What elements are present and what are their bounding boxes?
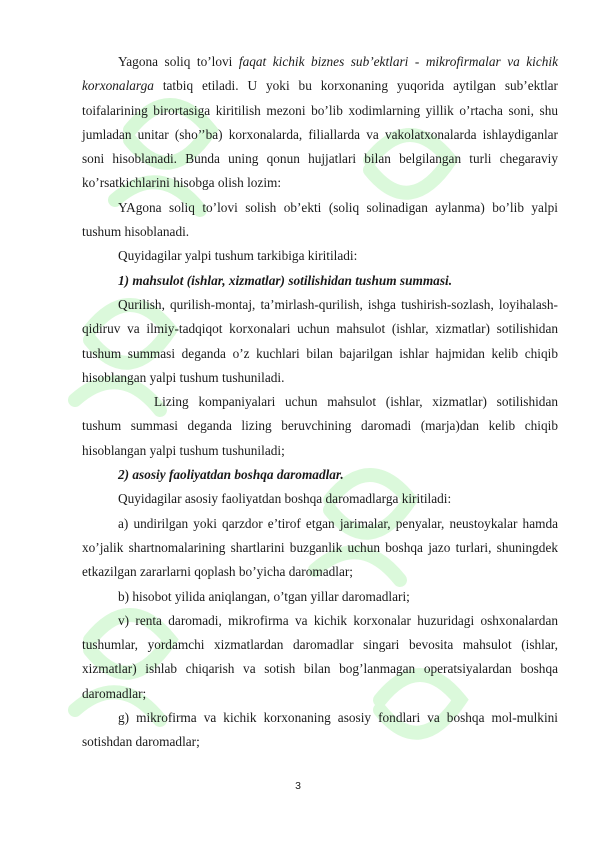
paragraph [82,293,558,390]
paragraph [82,196,558,245]
paragraph [82,487,558,511]
paragraph [82,512,558,585]
document-body [82,50,558,755]
paragraph [82,390,558,463]
paragraph-text: faqat kichik biznes sub’ektlari - mikrofirmalar va kichik korxonalarga [82,54,559,94]
paragraph [82,50,558,196]
page-number: 3 [295,780,301,792]
paragraph-text: Lizing kompaniyalari uchun mahsulot (ishlar, xizmatlar) sotilishidan tushum summasi deganda lizing beruvchining daromadi (marja)dan kelib chiqib hisoblangan yalpi tushum tushuniladi; [82,394,558,458]
paragraph-text: tatbiq etiladi. U yoki bu korxonaning yuqorida aytilgan sub’ektlar toifalarining birortasiga kiritilish mezoni bo’lib xodimlarning yillik o’rtacha soni, shu jumladan unitar (sho’’ba) korxonalarda, filiallarda va vakolatxonalarda ishlaydiganlar soni hisoblanadi. Bunda uning qonun hujjatlari bilan belgilangan turli chegaraviy ko’rsatkichlarini hisobga olish lozim: [82,78,558,191]
paragraph-text: Quyidagilar asosiy faoliyatdan boshqa daromadlarga kiritiladi: [118,491,452,507]
section-heading: 1) mahsulot (ishlar, xizmatlar) sotilishidan tushum summasi. [118,272,453,288]
paragraph-text: a) undirilgan yoki qarzdor e’tirof etgan jarimalar, penyalar, neustoykalar hamda xo’jalik shartnomalarining shartlarini buzganlik uchun boshqa jazo turlari, shuningdek etkazilgan zararlarni qoplash bo’yicha daromadlar; [82,515,558,580]
paragraph [82,585,558,609]
paragraph [82,244,558,268]
paragraph [82,706,558,755]
paragraph-text: v) renta daromadi, mikrofirma va kichik korxonalar huzuridagi oshxonalardan tushumlar, yordamchi xizmatlardan daromadlar singari bevosita mahsulot (ishlar, xizmatlar) ishlab chiqarish va sotish bilan bog’lanmagan operatsiyalardan boshqa daromadlar; [82,612,558,701]
paragraph-text: YAgona soliq to’lovi solish ob’ekti (soliq solinadigan aylanma) bo’lib yalpi tushum hisoblanadi. [82,199,558,240]
paragraph [82,609,558,706]
paragraph-text: Yagona soliq to’lovi [118,54,239,69]
paragraph-text: Qurilish, qurilish-montaj, ta’mirlash-qurilish, ishga tushirish-sozlash, loyihalash-qidiruv va ilmiy-tadqiqot korxonalari uchun mahsulot (ishlar, xizmatlar) sotilishidan tushum summasi deganda o’z kuchlari bilan bajarilgan ishlar hajmidan kelib chiqib hisoblangan yalpi tushum tushuniladi. [82,296,558,385]
section-heading: 2) asosiy faoliyatdan boshqa daromadlar. [118,467,344,483]
paragraph [82,269,558,293]
paragraph [82,463,558,487]
paragraph-text: g) mikrofirma va kichik korxonaning asosiy fondlari va boshqa mol-mulkini sotishdan daromadlar; [82,710,558,750]
paragraph-text: Quyidagilar yalpi tushum tarkibiga kiritiladi: [118,248,358,264]
paragraph-text: b) hisobot yilida aniqlangan, o’tgan yillar daromadlari; [118,588,410,604]
